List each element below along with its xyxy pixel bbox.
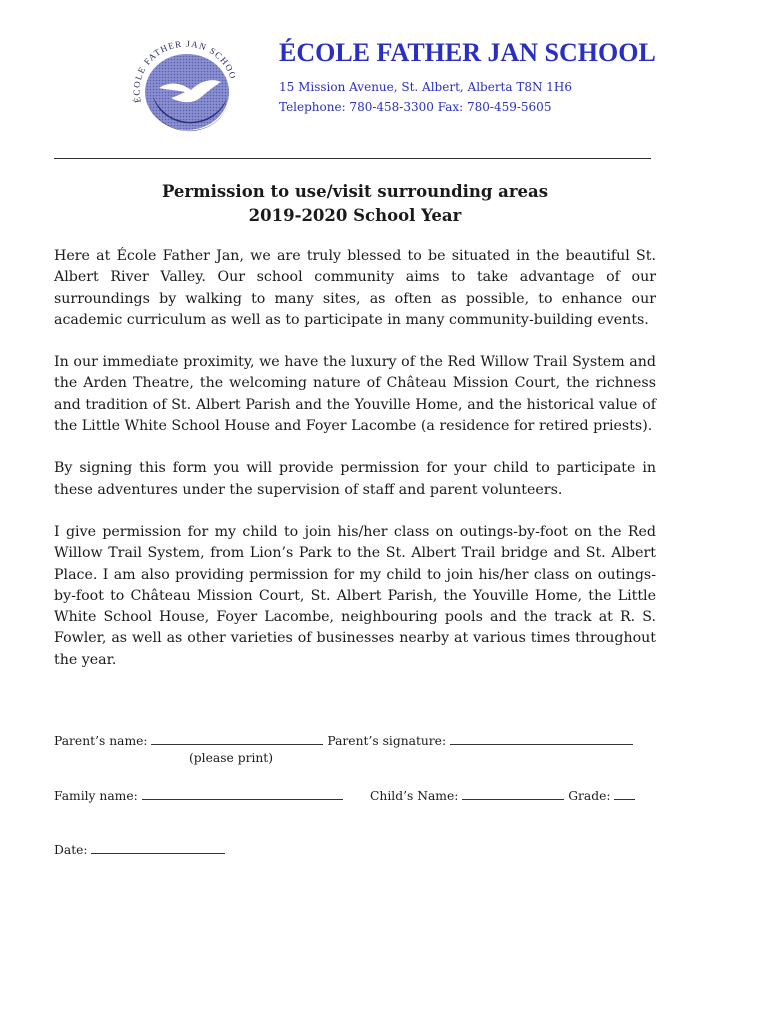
parent-name-label: Parent’s name:	[54, 734, 148, 748]
letter-body	[54, 246, 656, 692]
grade-field[interactable]	[614, 788, 635, 800]
paragraph-consent: By signing this form you will provide permission for your child to participate in these adventures under the supervision of staff and parent volunteers.	[54, 460, 656, 498]
school-phone: Telephone: 780-458-3300 Fax: 780-459-5605	[279, 100, 552, 114]
title-line-1: Permission to use/visit surrounding areas	[161, 182, 549, 201]
school-name: ÉCOLE FATHER JAN SCHOOL	[279, 38, 656, 67]
child-name-label: Child’s Name:	[370, 789, 459, 803]
date-row	[54, 842, 225, 857]
parent-signature-field[interactable]	[450, 733, 633, 745]
dove-emblem-icon	[131, 40, 235, 132]
parent-row	[54, 733, 633, 748]
school-header	[279, 38, 656, 117]
date-label: Date:	[54, 843, 88, 857]
child-name-field[interactable]	[462, 788, 564, 800]
family-name-label: Family name:	[54, 789, 138, 803]
document-title	[54, 180, 656, 228]
svg-text:ÉCOLE FATHER JAN SCHOOL: ÉCOLE FATHER JAN SCHO	[131, 40, 235, 104]
grade-label: Grade:	[568, 789, 611, 803]
date-field[interactable]	[91, 842, 225, 854]
paragraph-permission: I give permission for my child to join his/her class on outings-by-foot on the Red Willow Trail System, from Lion’s Park to the St. Albert Trail bridge and St. Albert Place. I am also providing permission for my child to join his/her class on outings-by-foot to Château Mission Court, St. Albert Parish, the Youville Home, the Little White School House, Foyer Lacombe, neighbouring pools and the track at R. S. Fowler, as well as other varieties of businesses nearby at various times throughout the year.	[54, 523, 656, 668]
parent-signature-label: Parent’s signature:	[327, 734, 447, 748]
family-name-field[interactable]	[142, 788, 343, 800]
print-hint: (please print)	[189, 751, 274, 765]
title-line-2: 2019-2020 School Year	[248, 206, 462, 225]
family-name-row	[54, 788, 343, 803]
header-divider	[54, 158, 651, 159]
school-address: 15 Mission Avenue, St. Albert, Alberta T8N 1H6	[279, 80, 573, 94]
parent-name-field[interactable]	[151, 733, 323, 745]
paragraph-intro: Here at École Father Jan, we are truly blessed to be situated in the beautiful St. Albert River Valley. Our school community aims to take advantage of our surroundings by walking to many sites, as often as possible, to enhance our academic curriculum as well as to participate in many community-building events.	[54, 248, 656, 328]
paragraph-proximity: In our immediate proximity, we have the luxury of the Red Willow Trail System and the Arden Theatre, the welcoming nature of Château Mission Court, the richness and tradition of St. Albert Parish and the Youville Home, and the historical value of the Little White School House and Foyer Lacombe (a residence for retired priests).	[54, 354, 656, 435]
school-logo	[131, 40, 235, 132]
child-row	[370, 788, 635, 803]
